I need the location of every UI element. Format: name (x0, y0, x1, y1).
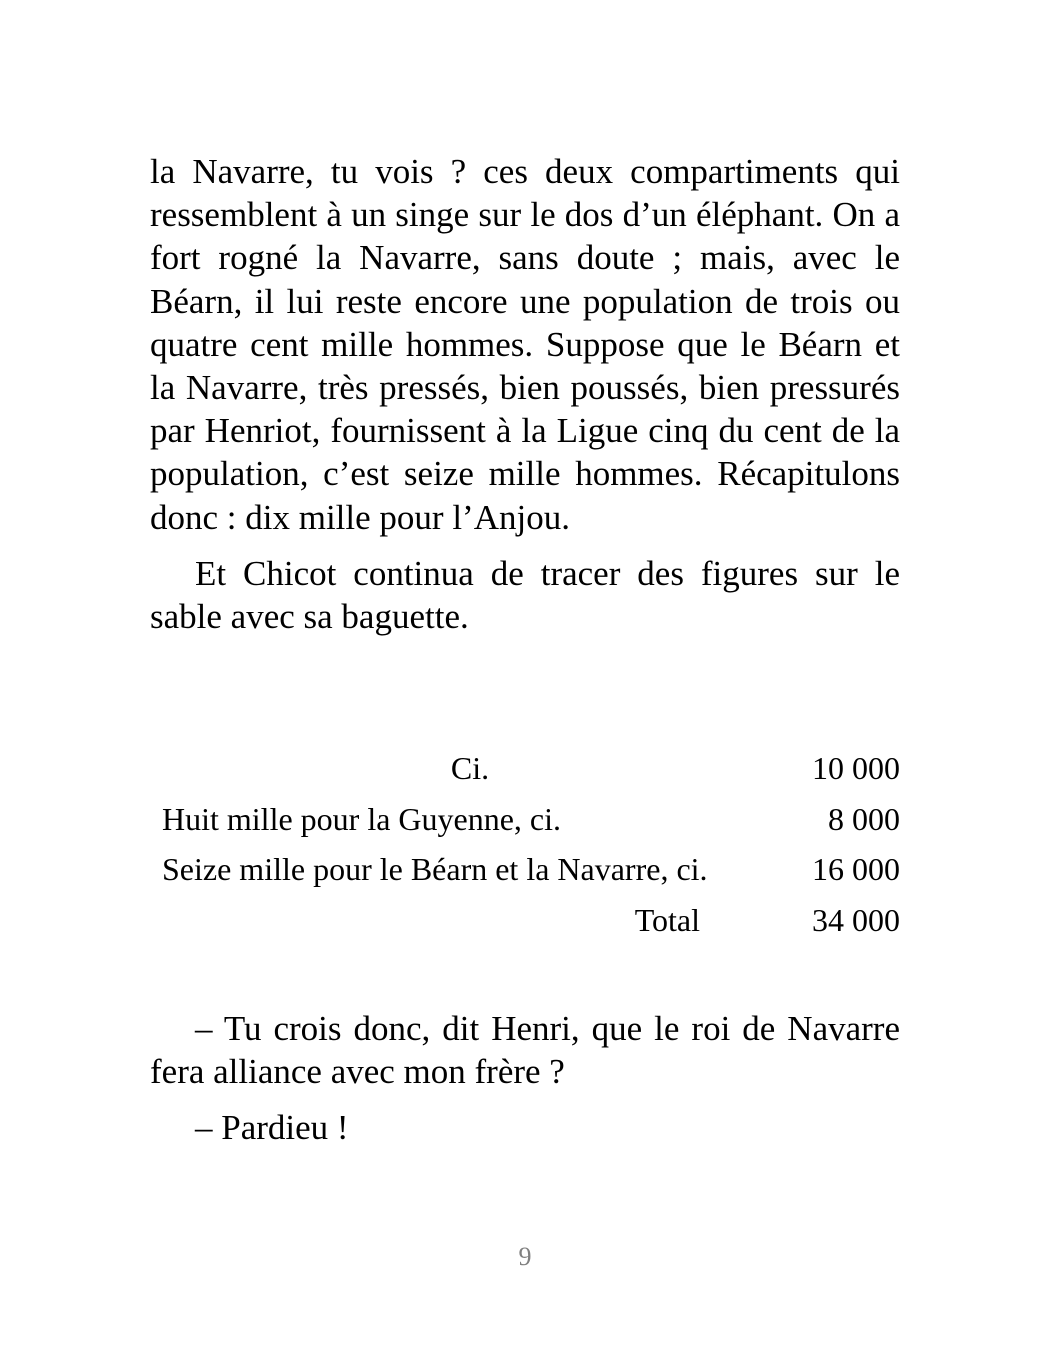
tally-label: Ci. (450, 750, 490, 786)
body-text-top (150, 150, 900, 638)
tally-label: Huit mille pour la Guyenne, ci. (162, 800, 562, 837)
paragraph-chicot: Et Chicot continua de tracer des figures sur le sable avec sa baguette. (150, 553, 900, 637)
tally-value: 8 000 (828, 800, 900, 837)
tally-total-row (150, 895, 900, 946)
tally-row (150, 743, 900, 794)
tally-label: Seize mille pour le Béarn et la Navarre, ci. (162, 851, 708, 888)
tally-table (150, 743, 900, 946)
paragraph-navarre: la Navarre, tu vois ? ces deux compartiments qui ressemblent à un singe sur le dos d’un éléphant. On a fort rogné la Navarre, sans doute ; mais, avec le Béarn, il lui reste encore une population de trois ou quatre cent mille hommes. Suppose que le Béarn et la Navarre, très pressés, bien poussés, bien pressurés par Henriot, fournissent à la Ligue cinq du cent de la population, c’est seize mille hommes. Récapitulons donc : dix mille pour l’Anjou. (150, 152, 900, 537)
tally-total-label: Total (634, 902, 700, 939)
page-number: 9 (518, 1242, 532, 1271)
paragraph-henri-question: – Tu crois donc, dit Henri, que le roi de Navarre fera alliance avec mon frère ? (150, 1009, 900, 1092)
tally-value: 10 000 (812, 750, 900, 786)
tally-row (150, 844, 900, 895)
tally-total-value: 34 000 (812, 902, 900, 939)
body-text-bottom (150, 1007, 900, 1150)
tally-row (150, 794, 900, 845)
tally-value: 16 000 (812, 851, 900, 888)
paragraph-pardieu: – Pardieu ! (195, 1108, 349, 1148)
